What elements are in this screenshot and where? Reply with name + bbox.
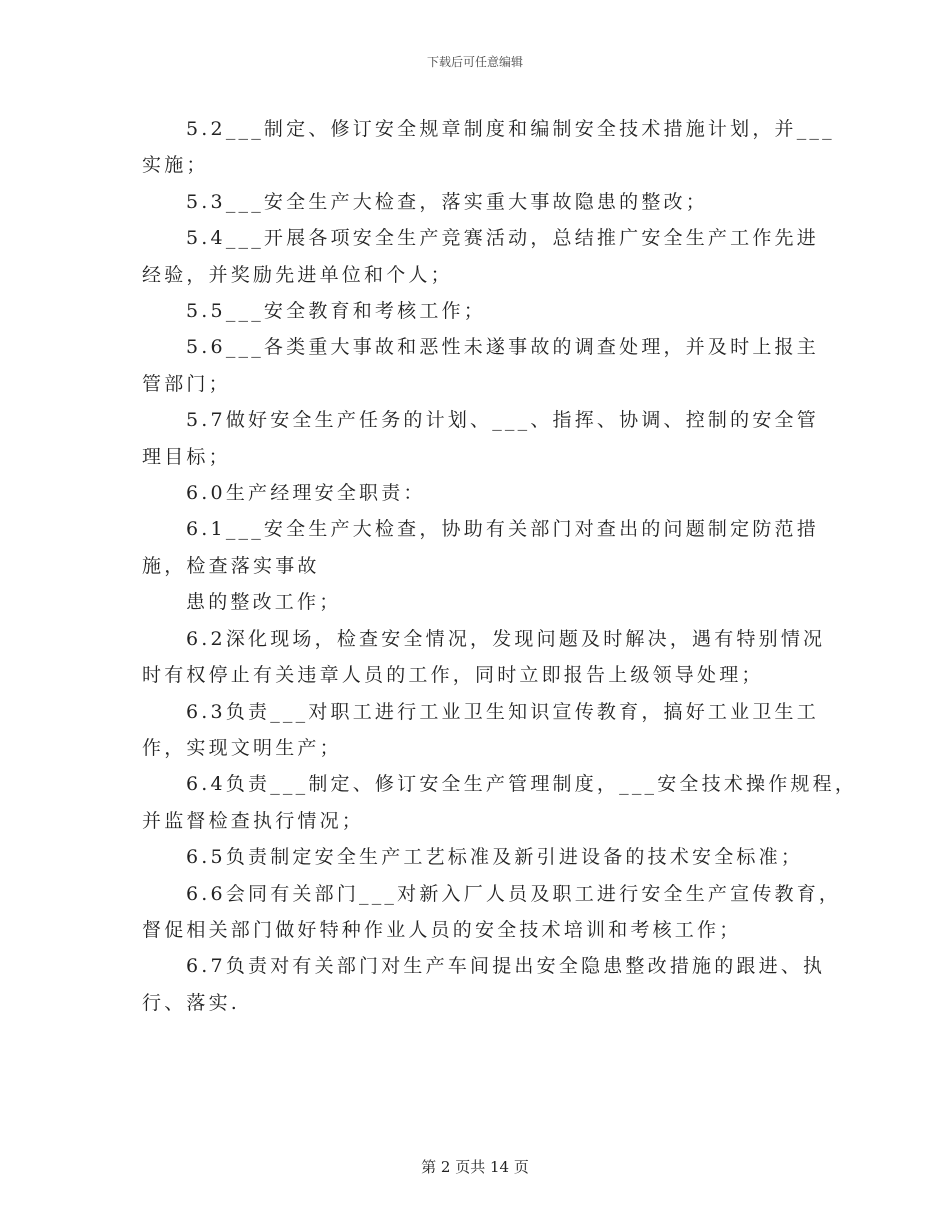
text-line: 6.6会同有关部门___对新入厂人员及职工进行安全生产宣传教育，: [186, 882, 842, 905]
text-line: 5.4___开展各项安全生产竞赛活动，总结推广安全生产工作先进: [186, 227, 819, 250]
section-heading: 6.0生产经理安全职责：: [186, 482, 426, 505]
text-line: 5.7做好安全生产任务的计划、___、指挥、协调、控制的安全管: [186, 409, 819, 432]
page-header: 下载后可任意编辑: [426, 55, 523, 69]
text-line: 6.7负责对有关部门对生产车间提出安全隐患整改措施的跟进、执: [186, 955, 826, 978]
text-line: 时有权停止有关违章人员的工作，同时立即报告上级领导处理；: [142, 664, 764, 687]
text-line: 5.2___制定、修订安全规章制度和编制安全技术措施计划，并___: [186, 118, 835, 140]
text-line: 督促相关部门做好特种作业人员的安全技术培训和考核工作；: [142, 918, 742, 941]
text-line: 行、落实.: [142, 991, 241, 1014]
text-line: 作，实现文明生产；: [142, 736, 342, 759]
text-line: 5.5___安全教育和考核工作；: [186, 300, 486, 323]
document-body: [142, 111, 858, 1021]
text-line: 患的整改工作；: [186, 591, 342, 614]
text-line: 实施；: [142, 154, 209, 177]
text-line: 6.2深化现场，检查安全情况，发现问题及时解决，遇有特别情况: [186, 627, 826, 650]
text-line: 施，检查落实事故: [142, 554, 320, 577]
text-line: 6.5负责制定安全生产工艺标准及新引进设备的技术安全标准；: [186, 846, 804, 869]
text-line: 5.6___各类重大事故和恶性未遂事故的调查处理，并及时上报主: [186, 336, 819, 359]
page-footer: 第 2 页共 14 页: [421, 1158, 529, 1176]
text-line: 理目标；: [142, 445, 231, 468]
text-line: 6.1___安全生产大检查，协助有关部门对查出的问题制定防范措: [186, 518, 819, 541]
text-line: 6.4负责___制定、修订安全生产管理制度，___安全技术操作规程，: [186, 773, 858, 796]
text-line: 经验，并奖励先进单位和个人；: [142, 263, 453, 286]
text-line: 管部门；: [142, 372, 231, 395]
text-line: 5.3___安全生产大检查，落实重大事故隐患的整改；: [186, 190, 708, 213]
text-line: 6.3负责___对职工进行工业卫生知识宣传教育，搞好工业卫生工: [186, 700, 819, 723]
text-line: 并监督检查执行情况；: [142, 809, 365, 832]
